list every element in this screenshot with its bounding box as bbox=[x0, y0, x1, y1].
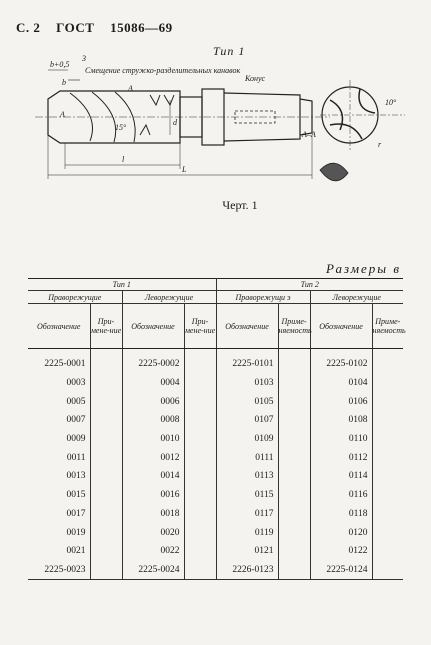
designation-cell: 0115 bbox=[216, 486, 278, 505]
designation-cell: 0118 bbox=[310, 505, 372, 524]
application-cell bbox=[278, 542, 310, 561]
designation-cell: 0112 bbox=[310, 448, 372, 467]
designation-cell: 0111 bbox=[216, 448, 278, 467]
designation-cell: 0103 bbox=[216, 374, 278, 393]
application-cell bbox=[184, 392, 216, 411]
designation-cell: 0020 bbox=[122, 523, 184, 542]
designation-cell: 0015 bbox=[28, 486, 90, 505]
header-tip1: Тип 1 bbox=[28, 279, 216, 291]
designation-cell: 2225-0124 bbox=[310, 561, 372, 580]
application-cell bbox=[372, 542, 403, 561]
designation-cell: 0019 bbox=[28, 523, 90, 542]
application-cell bbox=[278, 505, 310, 524]
label-A-left: A bbox=[60, 110, 65, 119]
application-cell bbox=[90, 392, 122, 411]
label-offset-note: Смещение стружко-разделительных канавок bbox=[85, 66, 241, 75]
designation-cell: 0011 bbox=[28, 448, 90, 467]
application-cell bbox=[372, 486, 403, 505]
designation-cell: 0012 bbox=[122, 448, 184, 467]
designation-cell: 0008 bbox=[122, 411, 184, 430]
label-l: l bbox=[122, 155, 125, 164]
application-cell bbox=[278, 486, 310, 505]
table-row bbox=[28, 486, 403, 505]
application-cell bbox=[278, 411, 310, 430]
designation-cell: 0014 bbox=[122, 467, 184, 486]
application-cell bbox=[184, 486, 216, 505]
application-cell bbox=[184, 374, 216, 393]
designation-cell: 2225-0101 bbox=[216, 349, 278, 374]
application-cell bbox=[372, 467, 403, 486]
designation-cell: 0109 bbox=[216, 430, 278, 449]
designation-cell: 0005 bbox=[28, 392, 90, 411]
designation-cell: 0107 bbox=[216, 411, 278, 430]
header-tip2: Тип 2 bbox=[216, 279, 403, 291]
designation-cell: 0004 bbox=[122, 374, 184, 393]
designation-cell: 2225-0001 bbox=[28, 349, 90, 374]
designation-cell: 2225-0023 bbox=[28, 561, 90, 580]
col-application: При-мене-ние bbox=[184, 304, 216, 349]
application-cell bbox=[90, 349, 122, 374]
designation-cell: 0009 bbox=[28, 430, 90, 449]
table-row bbox=[28, 349, 403, 374]
table-row bbox=[28, 392, 403, 411]
application-cell bbox=[278, 392, 310, 411]
designation-cell: 2226-0123 bbox=[216, 561, 278, 580]
label-angle15: 15° bbox=[115, 123, 127, 132]
table-row bbox=[28, 542, 403, 561]
application-cell bbox=[184, 349, 216, 374]
application-cell bbox=[90, 448, 122, 467]
designation-cell: 0105 bbox=[216, 392, 278, 411]
designation-cell: 0110 bbox=[310, 430, 372, 449]
designation-cell: 0120 bbox=[310, 523, 372, 542]
designation-cell: 0113 bbox=[216, 467, 278, 486]
label-angle10: 10° bbox=[385, 98, 397, 107]
application-cell bbox=[372, 411, 403, 430]
designation-cell: 0104 bbox=[310, 374, 372, 393]
label-r: r bbox=[378, 140, 382, 149]
application-cell bbox=[278, 448, 310, 467]
table-title: Размеры в bbox=[326, 261, 401, 276]
application-cell bbox=[184, 542, 216, 561]
table-row bbox=[28, 561, 403, 580]
label-A-top: A bbox=[128, 84, 133, 93]
application-cell bbox=[184, 411, 216, 430]
application-cell bbox=[372, 523, 403, 542]
tooth-profile-detail bbox=[320, 163, 348, 181]
header-left-1: Леворежущие bbox=[122, 291, 216, 304]
designation-cell: 0010 bbox=[122, 430, 184, 449]
application-cell bbox=[278, 467, 310, 486]
application-cell bbox=[90, 374, 122, 393]
application-cell bbox=[184, 448, 216, 467]
header-right-1: Праворежущие bbox=[28, 291, 122, 304]
standard-number: 15086—69 bbox=[110, 20, 173, 35]
application-cell bbox=[372, 505, 403, 524]
designation-cell: 0116 bbox=[310, 486, 372, 505]
application-cell bbox=[278, 349, 310, 374]
application-cell bbox=[184, 523, 216, 542]
designation-cell: 0114 bbox=[310, 467, 372, 486]
application-cell bbox=[90, 430, 122, 449]
designation-cell: 0021 bbox=[28, 542, 90, 561]
col-designation: Обозначение bbox=[216, 304, 278, 349]
application-cell bbox=[278, 374, 310, 393]
application-cell bbox=[372, 374, 403, 393]
figure-caption: Черт. 1 bbox=[222, 198, 258, 212]
designation-cell: 0022 bbox=[122, 542, 184, 561]
section-teeth bbox=[330, 89, 375, 139]
application-cell bbox=[184, 430, 216, 449]
application-cell bbox=[90, 505, 122, 524]
standard-name: ГОСТ bbox=[56, 20, 95, 35]
designation-cell: 0016 bbox=[122, 486, 184, 505]
designation-cell: 0106 bbox=[310, 392, 372, 411]
label-konus: Конус bbox=[245, 74, 266, 83]
designation-cell: 0119 bbox=[216, 523, 278, 542]
label-dim3: 3 bbox=[82, 55, 86, 63]
application-cell bbox=[278, 561, 310, 580]
col-designation: Обозначение bbox=[28, 304, 90, 349]
header-right-2: Праворежущи э bbox=[216, 291, 310, 304]
designation-table bbox=[28, 278, 406, 580]
application-cell bbox=[184, 467, 216, 486]
col-designation: Обозначение bbox=[310, 304, 372, 349]
page-header bbox=[16, 20, 185, 36]
application-cell bbox=[278, 430, 310, 449]
designation-cell: 0006 bbox=[122, 392, 184, 411]
label-b: b bbox=[62, 78, 66, 87]
col-applicability: Приме-няемость bbox=[278, 304, 310, 349]
designation-cell: 0007 bbox=[28, 411, 90, 430]
col-applicability: Приме-няемость bbox=[372, 304, 403, 349]
table-row bbox=[28, 430, 403, 449]
application-cell bbox=[90, 561, 122, 580]
application-cell bbox=[90, 523, 122, 542]
chipbreaker-grooves bbox=[140, 95, 174, 135]
designation-cell: 0013 bbox=[28, 467, 90, 486]
application-cell bbox=[90, 542, 122, 561]
technical-drawing bbox=[30, 55, 415, 205]
designation-cell: 0018 bbox=[122, 505, 184, 524]
application-cell bbox=[372, 561, 403, 580]
drawing-type-label: Тип 1 bbox=[213, 44, 246, 58]
application-cell bbox=[184, 561, 216, 580]
label-b05: b+0,5 bbox=[50, 60, 70, 69]
designation-cell: 2225-0002 bbox=[122, 349, 184, 374]
table-row bbox=[28, 411, 403, 430]
table-row bbox=[28, 505, 403, 524]
label-d: d bbox=[173, 118, 177, 127]
designation-cell: 0003 bbox=[28, 374, 90, 393]
application-cell bbox=[184, 505, 216, 524]
application-cell bbox=[90, 486, 122, 505]
designation-cell: 0117 bbox=[216, 505, 278, 524]
label-section: A–A bbox=[302, 130, 316, 139]
application-cell bbox=[372, 430, 403, 449]
application-cell bbox=[278, 523, 310, 542]
application-cell bbox=[90, 411, 122, 430]
label-L: L bbox=[182, 165, 187, 174]
col-application: При-мене-ние bbox=[90, 304, 122, 349]
table-row bbox=[28, 523, 403, 542]
table-row bbox=[28, 467, 403, 486]
table-row bbox=[28, 448, 403, 467]
designation-cell: 0017 bbox=[28, 505, 90, 524]
application-cell bbox=[90, 467, 122, 486]
col-designation: Обозначение bbox=[122, 304, 184, 349]
designation-cell: 0122 bbox=[310, 542, 372, 561]
application-cell bbox=[372, 392, 403, 411]
designation-cell: 0121 bbox=[216, 542, 278, 561]
designation-cell: 2225-0102 bbox=[310, 349, 372, 374]
application-cell bbox=[372, 349, 403, 374]
table-row bbox=[28, 374, 403, 393]
application-cell bbox=[372, 448, 403, 467]
designation-cell: 0108 bbox=[310, 411, 372, 430]
page-number: С. 2 bbox=[16, 20, 41, 35]
header-left-2: Леворежущие bbox=[310, 291, 403, 304]
designation-cell: 2225-0024 bbox=[122, 561, 184, 580]
